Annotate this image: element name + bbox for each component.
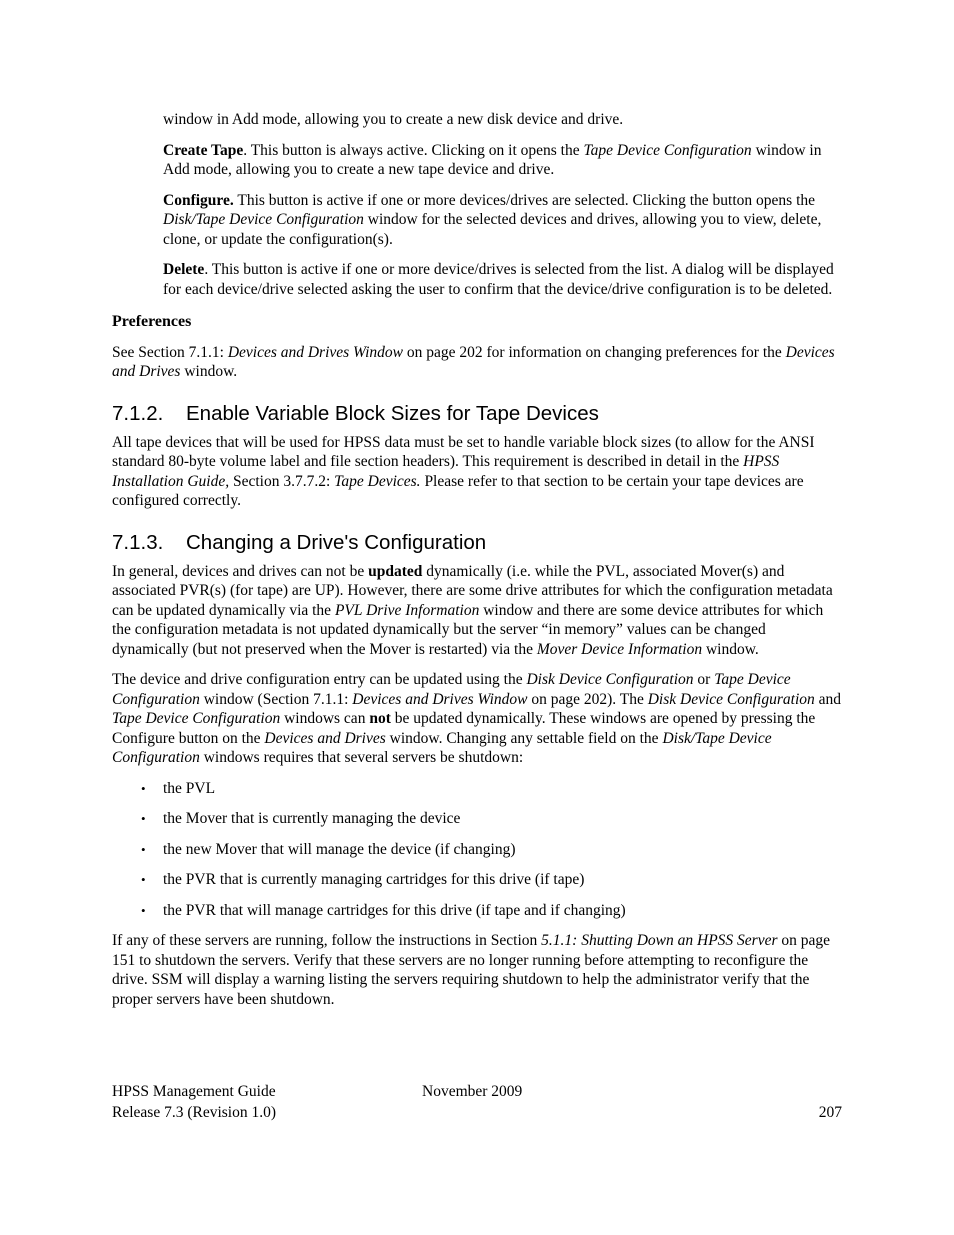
- paragraph-delete: Delete. This button is active if one or more device/drives is selected from the list. A dialog will be displayed for each device/drive selected asking the user to confirm that the device/drive configuration is to be deleted.: [163, 261, 834, 298]
- list-item: • the PVR that is currently managing cartridges for this drive (if tape): [141, 871, 585, 888]
- bullet-icon: •: [141, 780, 146, 796]
- create-tape-label: Create Tape: [163, 141, 244, 159]
- list-item: • the PVR that will manage cartridges for this drive (if tape and if changing): [141, 901, 626, 919]
- list-item: • the Mover that is currently managing the device: [141, 810, 461, 827]
- section-number: 7.1.3.: [112, 530, 164, 554]
- section-heading-7-1-3: [112, 531, 842, 555]
- paragraph-create-tape: Create Tape. This button is always active. Clicking on it opens the Tape Device Configuration window in Add mode, allowing you to create a new tape device and drive.: [163, 141, 822, 178]
- delete-label: Delete: [163, 261, 205, 278]
- bullet-icon: •: [141, 841, 146, 857]
- document-body: [112, 110, 842, 1009]
- paragraph-configure: Configure. This button is active if one or more devices/drives are selected. Clicking the button opens the Disk/Tape Device Configuration window for the selected devices and drives, allowing you to view, delete, clone, or update the configuration(s).: [163, 191, 822, 248]
- page-number: 207: [818, 1103, 842, 1121]
- bullet-icon: •: [141, 811, 146, 826]
- list-item: • the new Mover that will manage the device (if changing): [141, 840, 516, 858]
- paragraph-variable-block: All tape devices that will be used for HPSS data must be set to handle variable block sizes (to allow for the ANSI standard 80-byte volume label and file section headers). This requirement is described in detail in the HPSS Installation Guide, Section 3.7.7.2: Tape Devices. Please refer to that section to be certain your tape devices are configured correctly.: [112, 433, 815, 509]
- footer-release: Release 7.3 (Revision 1.0): [112, 1103, 277, 1121]
- paragraph-config-entry: The device and drive configuration entry can be updated using the Disk Device Configuration or Tape Device Configuration window (Section 7.1.1: Devices and Drives Window on page 202). The Disk Device Configuration and Tape Device Configuration windows can not be updated dynamically. These windows are opened by pressing the Configure button on the Devices and Drives window. Changing any settable field on the Disk/Tape Device Configuration windows requires that several servers be shutdown:: [112, 671, 842, 766]
- section-heading-7-1-2: [112, 402, 842, 426]
- section-number: 7.1.2.: [112, 401, 164, 425]
- bullet-icon: •: [141, 902, 146, 918]
- paragraph-shutdown-instructions: If any of these servers are running, follow the instructions in Section 5.1.1: Shutting Down an HPSS Server on page 151 to shutdown the servers. Verify that these servers are no longer running before attempting to reconfigure the drive. SSM will display a warning listing the servers requiring shutdown to help the administrator verify that the proper servers have been shutdown.: [112, 932, 831, 1008]
- section-title: Enable Variable Block Sizes for Tape Devices: [186, 401, 599, 425]
- paragraph-general: In general, devices and drives can not be updated dynamically (i.e. while the PVL, associated Mover(s) and associated PVR(s) (for tape) are UP). However, there are some drive attributes for which the configuration metadata can be updated dynamically via the PVL Drive Information window and there are some device attributes for which the configuration metadata is not updated dynamically but the server “in memory” values can be changed dynamically (but not preserved when the Mover is restarted) via the Mover Device Information window.: [112, 562, 833, 658]
- page-footer: [112, 1082, 842, 1123]
- paragraph-create-disk-continued: window in Add mode, allowing you to create a new disk device and drive.: [163, 111, 624, 128]
- configure-label: Configure.: [163, 191, 234, 209]
- section-title: Changing a Drive's Configuration: [186, 530, 487, 554]
- bullet-icon: •: [141, 872, 146, 887]
- footer-date: November 2009: [422, 1083, 523, 1100]
- preferences-heading: Preferences: [112, 313, 192, 330]
- server-shutdown-list: [112, 779, 842, 921]
- footer-guide-title: HPSS Management Guide: [112, 1083, 276, 1100]
- paragraph-preferences: See Section 7.1.1: Devices and Drives Window on page 202 for information on changing preferences for the Devices and Drives window.: [112, 343, 835, 380]
- list-item: • the PVL: [141, 779, 216, 797]
